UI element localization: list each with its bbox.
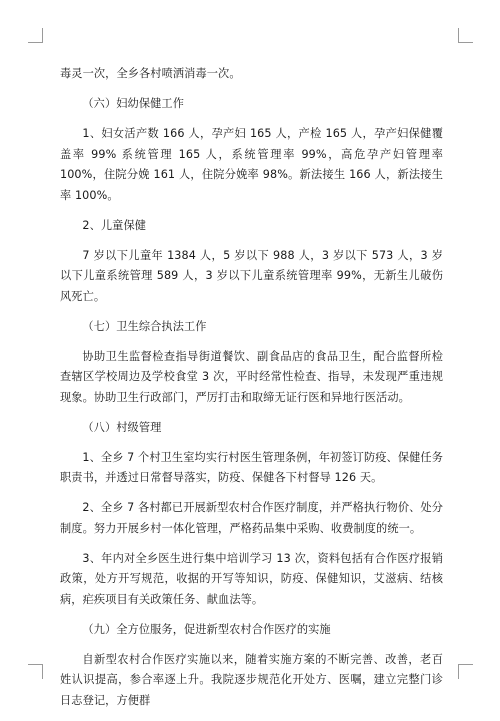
- paragraph-village-3: 3、年内对全乡医生进行集中培训学习 13 次，资料包括有合作医疗报销政策，处方开写规范，收据的开写等知识，防疫、保健知识，艾滋病、结核病，疟疾项目有关政策任务、献血法等。: [60, 551, 443, 606]
- section-heading-6: （六）妇幼保健工作: [82, 97, 184, 110]
- document-body: [60, 64, 443, 721]
- paragraph-cooperative-medical: 自新型农村合作医疗实施以来，随着实施方案的不断完善、改善，老百姓认识提高，参合率逐上升。我院逐步规范化开处方、医嘱，建立完整门诊日志登记，方便群: [60, 652, 443, 707]
- paragraph-child-stats: 7 岁以下儿童年 1384 人，5 岁以下 988 人，3 岁以下 573 人，3 岁以下儿童系统管理 589 人，3 岁以下儿童系统管理率 99%，无新生儿破伤风死亡。: [60, 248, 443, 303]
- paragraph-enforcement: 协助卫生监督检查指导街道餐饮、副食品店的食品卫生，配合监督所检查辖区学校周边及学校食堂 3 次，平时经常性检查、指导，未发现严重违规现象。协助卫生行政部门，严厉打击和取缔无证行医和异地行医活动。: [60, 349, 443, 404]
- section-heading-7: （七）卫生综合执法工作: [82, 319, 207, 333]
- crop-mark-bottom-right: [458, 664, 473, 679]
- section-heading-8: （八）村级管理: [82, 420, 162, 434]
- crop-mark-top-right: [458, 28, 473, 43]
- paragraph-maternal-stats: 1、妇女活产数 166 人，孕产妇 165 人，产检 165 人，孕产妇保健覆盖率 99% 系统管理 165 人，系统管理率 99%，高危孕产妇管理率 100%，住院分娩 161 人，住院分娩率 98%。新法接生 166 人，新法接生率 100%。: [60, 127, 443, 202]
- crop-mark-bottom-left: [28, 664, 43, 679]
- paragraph-continued: 毒灵一次，全乡各村喷洒消毒一次。: [60, 67, 241, 80]
- paragraph-village-2: 2、全乡 7 各村都已开展新型农村合作医疗制度，并严格执行物价、处分制度。努力开展乡村一体化管理，严格药品集中采购、收费制度的统一。: [60, 501, 443, 535]
- section-heading-9: （九）全方位服务，促进新型农村合作医疗的实施: [82, 622, 331, 636]
- paragraph-village-1: 1、全乡 7 个村卫生室均实行村医生管理条例，年初签订防疫、保健任务职责书，并透过日常督导落实，防疫、保健各下村督导 126 天。: [60, 450, 443, 484]
- subheading-child-health: 2、儿童保健: [82, 218, 147, 232]
- crop-mark-top-left: [28, 28, 43, 43]
